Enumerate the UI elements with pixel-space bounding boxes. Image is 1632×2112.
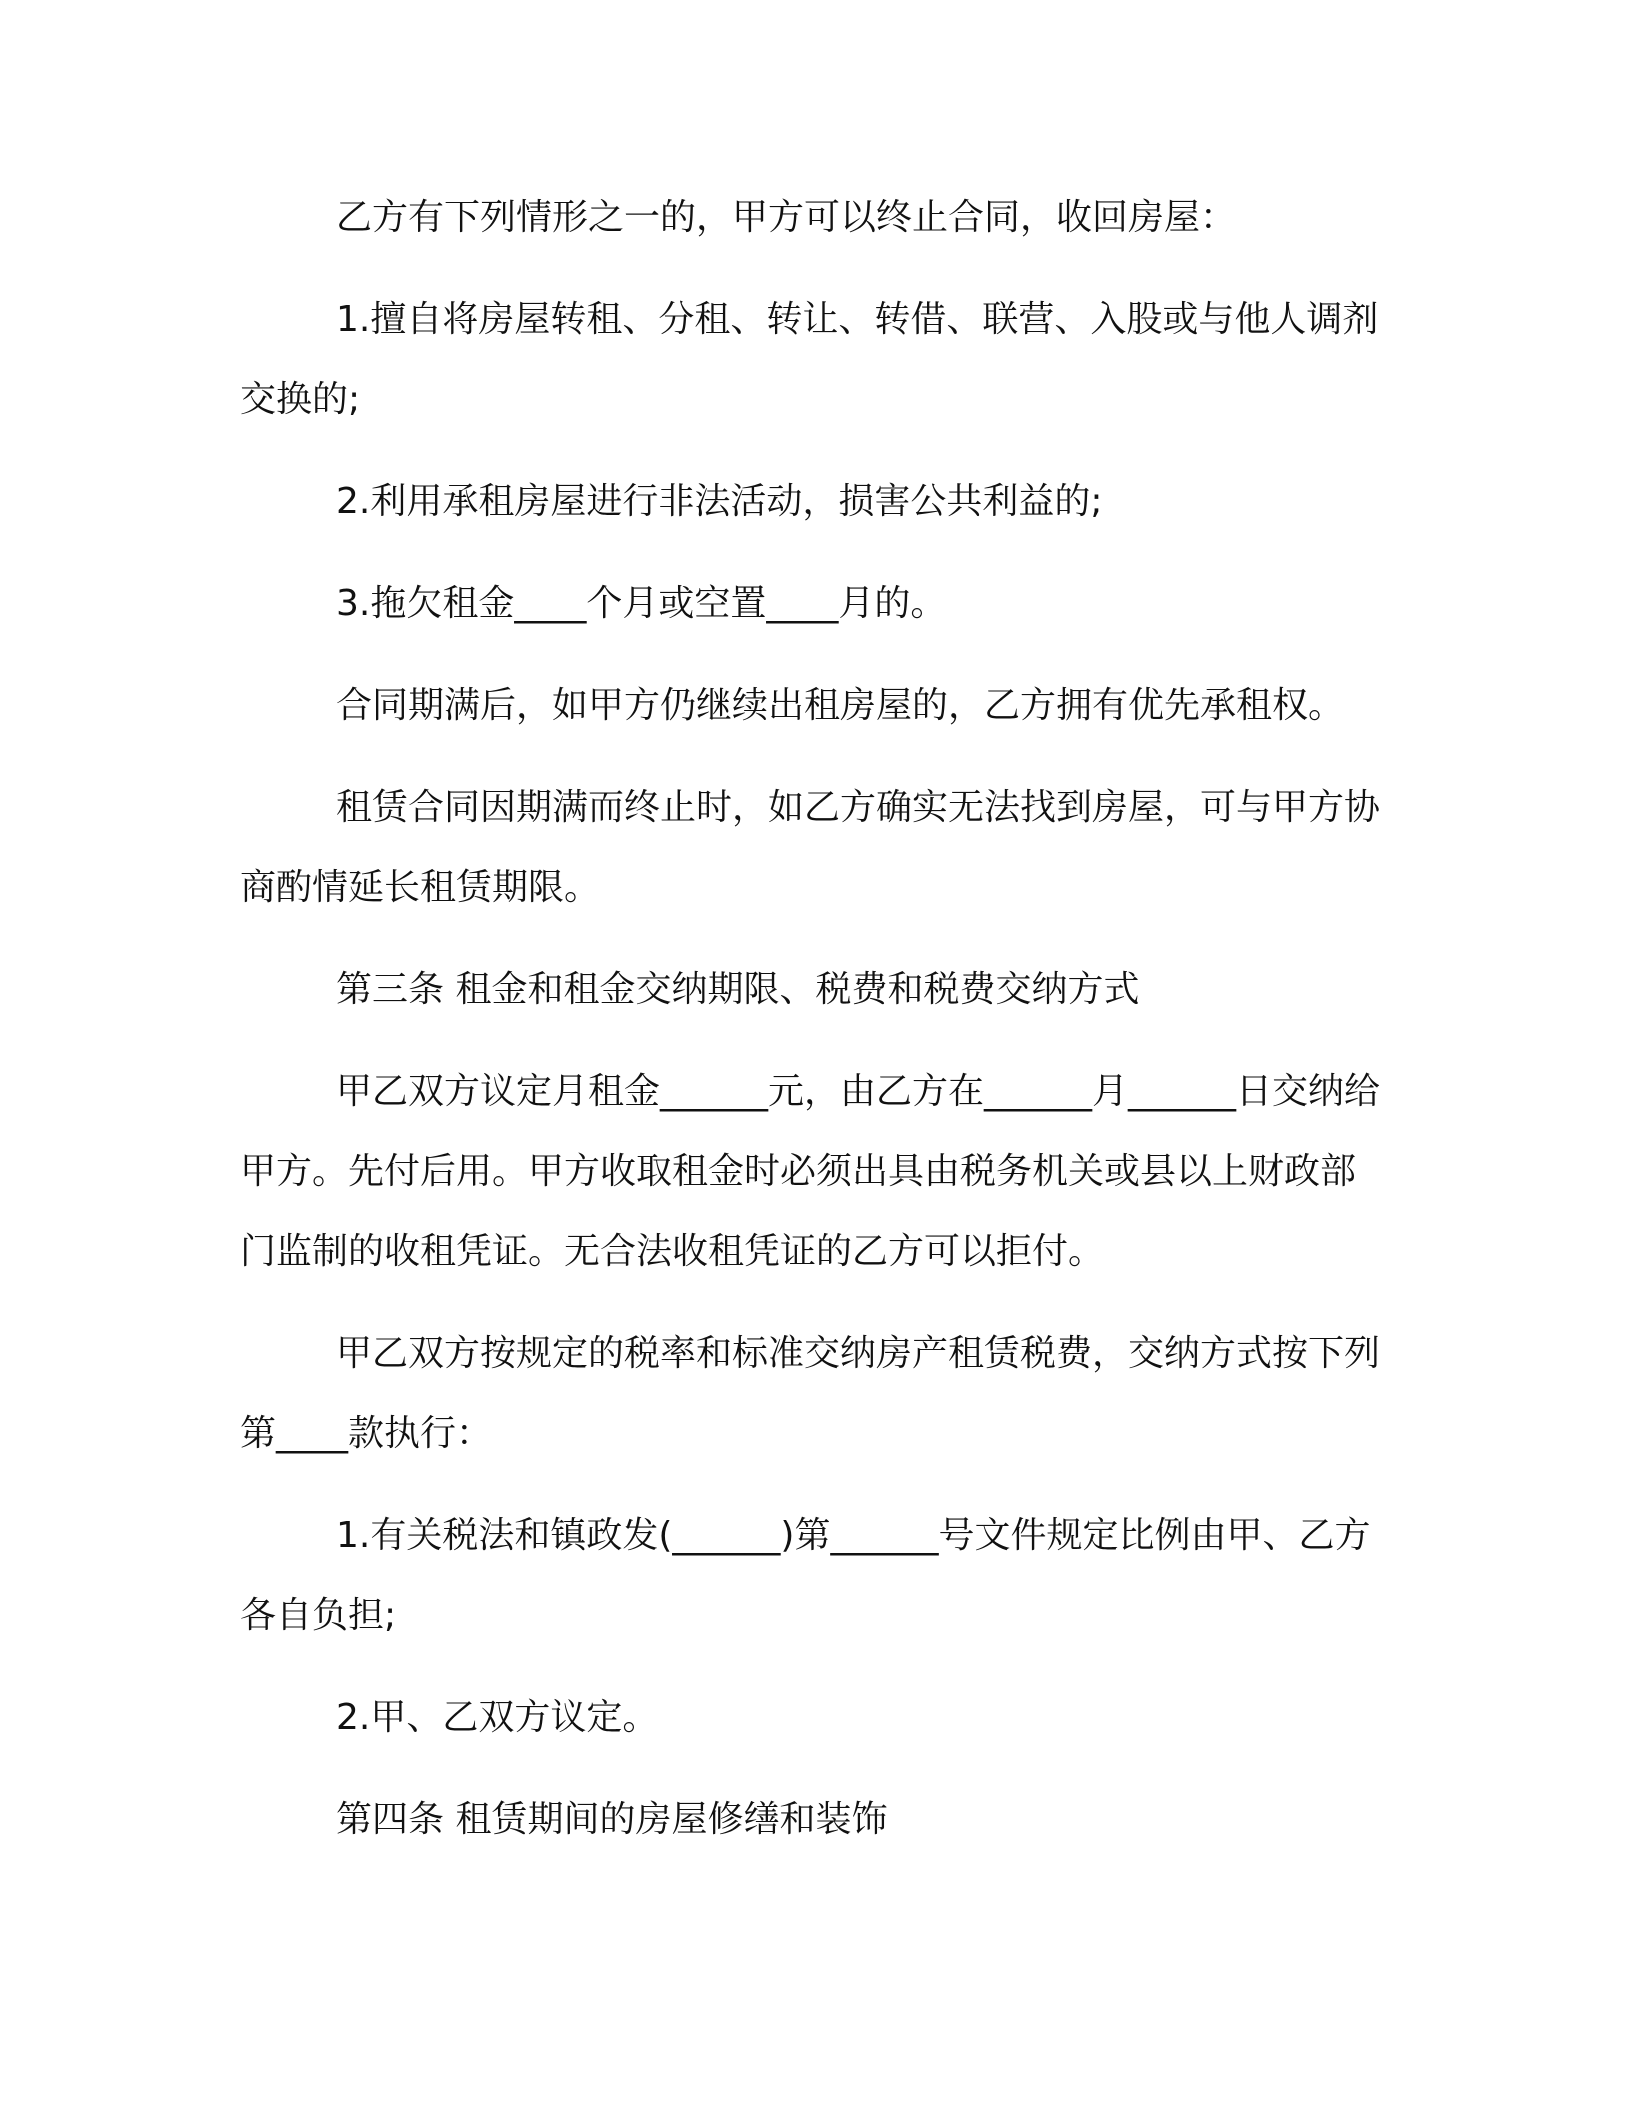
paragraph-item-sublet: 1.擅自将房屋转租、分租、转让、转借、联营、入股或与他人调剂交换的; <box>240 299 1379 420</box>
paragraph-lease-extension: 租赁合同因期满而终止时，如乙方确实无法找到房屋，可与甲方协商酌情延长租赁期限。 <box>240 787 1381 908</box>
paragraph-item-rent-arrears: 3.拖欠租金____个月或空置____月的。 <box>336 583 947 624</box>
paragraph-priority-renewal: 合同期满后，如甲方仍继续出租房屋的，乙方拥有优先承租权。 <box>336 685 1345 726</box>
paragraph-tax-payment: 甲乙双方按规定的税率和标准交纳房产租赁税费，交纳方式按下列第____款执行： <box>240 1333 1381 1454</box>
paragraph-tax-option-one: 1.有关税法和镇政发(______)第______号文件规定比例由甲、乙方各自负担; <box>240 1515 1371 1636</box>
article-four-heading: 第四条 租赁期间的房屋修缮和装饰 <box>336 1799 888 1840</box>
paragraph-item-illegal-use: 2.利用承租房屋进行非法活动，损害公共利益的; <box>336 481 1103 522</box>
paragraph-termination-conditions: 乙方有下列情形之一的，甲方可以终止合同，收回房屋： <box>336 197 1237 238</box>
paragraph-tax-option-two: 2.甲、乙双方议定。 <box>336 1697 659 1738</box>
paragraph-monthly-rent: 甲乙双方议定月租金______元，由乙方在______月______日交纳给甲方。先付后用。甲方收取租金时必须出具由税务机关或县以上财政部门监制的收租凭证。无合法收租凭证的乙方可以拒付。 <box>240 1071 1381 1272</box>
article-three-heading: 第三条 租金和租金交纳期限、税费和税费交纳方式 <box>336 969 1140 1010</box>
